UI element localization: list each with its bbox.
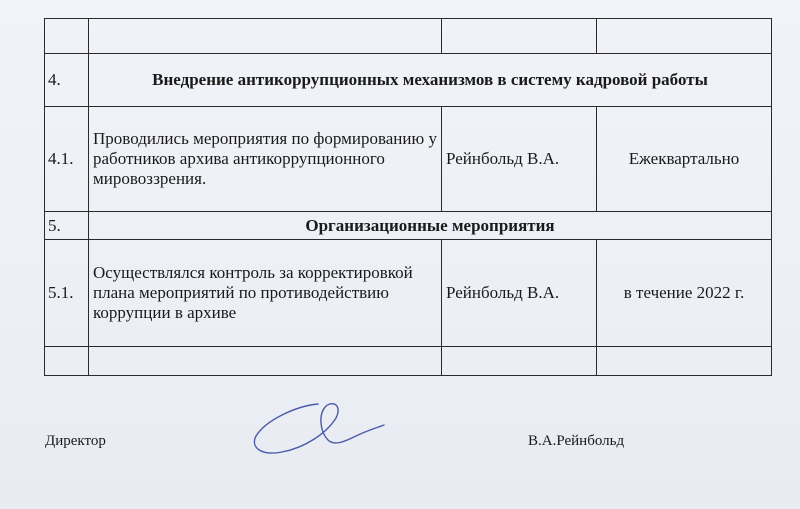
table-row-section-4 — [45, 54, 772, 107]
activities-table — [44, 18, 772, 376]
item-number: 5.1. — [45, 240, 89, 347]
item-number: 4.1. — [45, 107, 89, 212]
handwritten-signature — [248, 398, 388, 460]
section-title: Внедрение антикоррупционных механизмов в систему кадровой работы — [89, 54, 772, 107]
item-deadline: в течение 2022 г. — [597, 240, 772, 347]
item-deadline: Ежеквартально — [597, 107, 772, 212]
table-cell — [597, 19, 772, 54]
table-cell — [45, 347, 89, 376]
table-cell — [45, 19, 89, 54]
table-cell — [442, 19, 597, 54]
item-activity: Осуществлялся контроль за корректировкой плана мероприятий по противодействию коррупции в архиве — [89, 240, 442, 347]
table-cell — [89, 19, 442, 54]
item-responsible: Рейнбольд В.А. — [442, 240, 597, 347]
signatory-position: Директор — [45, 433, 106, 449]
section-number: 4. — [45, 54, 89, 107]
section-number: 5. — [45, 212, 89, 240]
table-row-item-4-1 — [45, 107, 772, 212]
section-title: Организационные мероприятия — [89, 212, 772, 240]
table-cell — [442, 347, 597, 376]
table-row-item-5-1 — [45, 240, 772, 347]
item-responsible: Рейнбольд В.А. — [442, 107, 597, 212]
table-row-section-5 — [45, 212, 772, 240]
table-row-empty-top — [45, 19, 772, 54]
table-cell — [597, 347, 772, 376]
item-activity: Проводились мероприятия по формированию у работников архива антикоррупционного мировоззрения. — [89, 107, 442, 212]
table-cell — [89, 347, 442, 376]
signatory-name: В.А.Рейнбольд — [528, 433, 625, 449]
table-row-empty-bottom — [45, 347, 772, 376]
